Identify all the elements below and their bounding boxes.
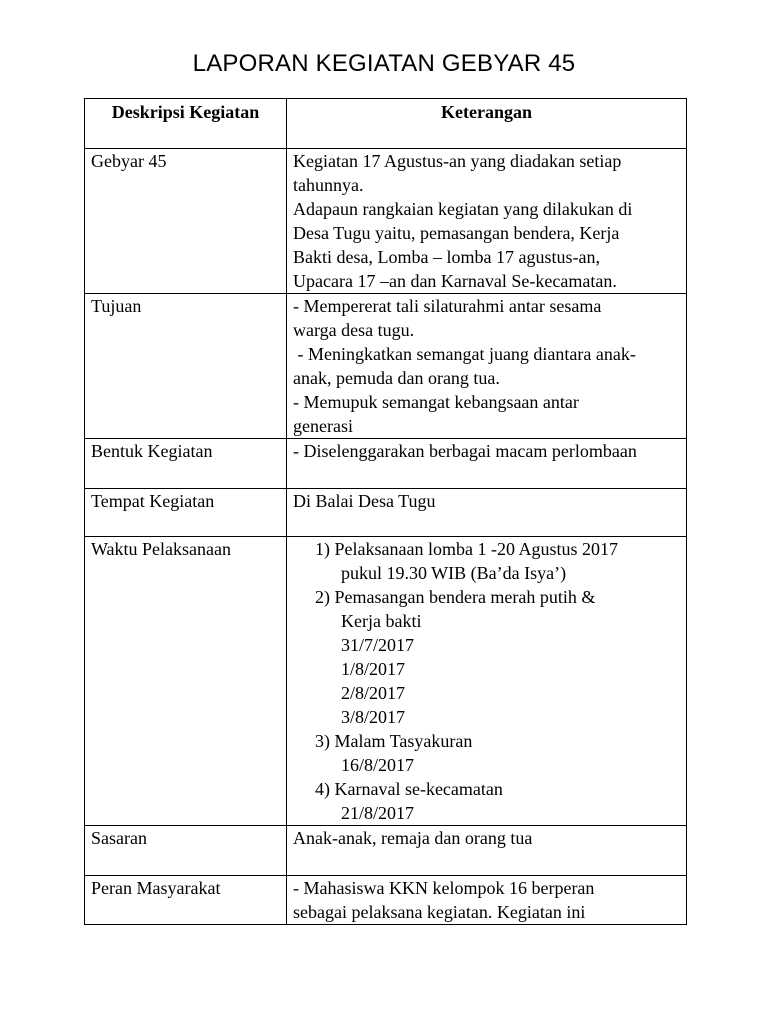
list-item-detail: 21/8/2017: [341, 803, 415, 823]
list-item-detail: 1/8/2017: [341, 659, 406, 679]
text-line: tahunnya.: [293, 175, 364, 195]
text-line: generasi: [293, 416, 353, 436]
list-item-detail: 16/8/2017: [341, 755, 415, 775]
row-value-tempat: [287, 489, 687, 537]
table-row: [85, 149, 687, 294]
table-header-row: [85, 99, 687, 149]
text-line: - Memupuk semangat kebangsaan antar: [293, 392, 579, 412]
list-item: 3) Malam Tasyakuran: [315, 731, 473, 751]
row-label-bentuk: Bentuk Kegiatan: [85, 439, 287, 489]
text-line: anak, pemuda dan orang tua.: [293, 368, 500, 388]
row-label-sasaran: Sasaran: [85, 826, 287, 876]
list-item-detail: 31/7/2017: [341, 635, 415, 655]
table-row: [85, 537, 687, 826]
table-row: [85, 294, 687, 439]
text-line: Upacara 17 –an dan Karnaval Se-kecamatan.: [293, 271, 617, 291]
text-line: Kegiatan 17 Agustus-an yang diadakan setiap: [293, 151, 622, 171]
header-keterangan: Keterangan: [287, 99, 687, 149]
list-item-detail: pukul 19.30 WIB (Ba’da Isya’): [341, 563, 567, 583]
table-row: [85, 826, 687, 876]
row-value-waktu: [287, 537, 687, 826]
report-table: [84, 98, 687, 925]
row-label-waktu: Waktu Pelaksanaan: [85, 537, 287, 826]
text-line: warga desa tugu.: [293, 320, 415, 340]
row-value-bentuk: [287, 439, 687, 489]
text-line: Anak-anak, remaja dan orang tua: [293, 828, 533, 848]
list-item: 2) Pemasangan bendera merah putih &: [315, 587, 596, 607]
row-value-gebyar: [287, 149, 687, 294]
list-item-detail: Kerja bakti: [341, 611, 422, 631]
list-item-detail: 2/8/2017: [341, 683, 406, 703]
header-deskripsi: Deskripsi Kegiatan: [85, 99, 287, 149]
row-value-peran: [287, 876, 687, 925]
text-line: Di Balai Desa Tugu: [293, 491, 436, 511]
list-item: 4) Karnaval se-kecamatan: [315, 779, 503, 799]
row-label-peran: Peran Masyarakat: [85, 876, 287, 925]
page-title: LAPORAN KEGIATAN GEBYAR 45: [192, 50, 576, 77]
row-value-tujuan: [287, 294, 687, 439]
list-item: 1) Pelaksanaan lomba 1 -20 Agustus 2017: [315, 539, 618, 559]
row-value-sasaran: [287, 826, 687, 876]
text-line: Adapaun rangkaian kegiatan yang dilakukan di: [293, 199, 633, 219]
row-label-tempat: Tempat Kegiatan: [85, 489, 287, 537]
row-label-tujuan: Tujuan: [85, 294, 287, 439]
list-item-detail: 3/8/2017: [341, 707, 406, 727]
text-line: - Mahasiswa KKN kelompok 16 berperan: [293, 878, 595, 898]
text-line: Desa Tugu yaitu, pemasangan bendera, Kerja: [293, 223, 620, 243]
table-row: [85, 489, 687, 537]
text-line: - Mempererat tali silaturahmi antar sesama: [293, 296, 602, 316]
text-line: - Meningkatkan semangat juang diantara anak-: [293, 344, 636, 364]
table-row: [85, 876, 687, 925]
text-line: Bakti desa, Lomba – lomba 17 agustus-an,: [293, 247, 600, 267]
text-line: - Diselenggarakan berbagai macam perlombaan: [293, 441, 637, 461]
row-label-gebyar: Gebyar 45: [85, 149, 287, 294]
text-line: sebagai pelaksana kegiatan. Kegiatan ini: [293, 902, 586, 922]
table-row: [85, 439, 687, 489]
